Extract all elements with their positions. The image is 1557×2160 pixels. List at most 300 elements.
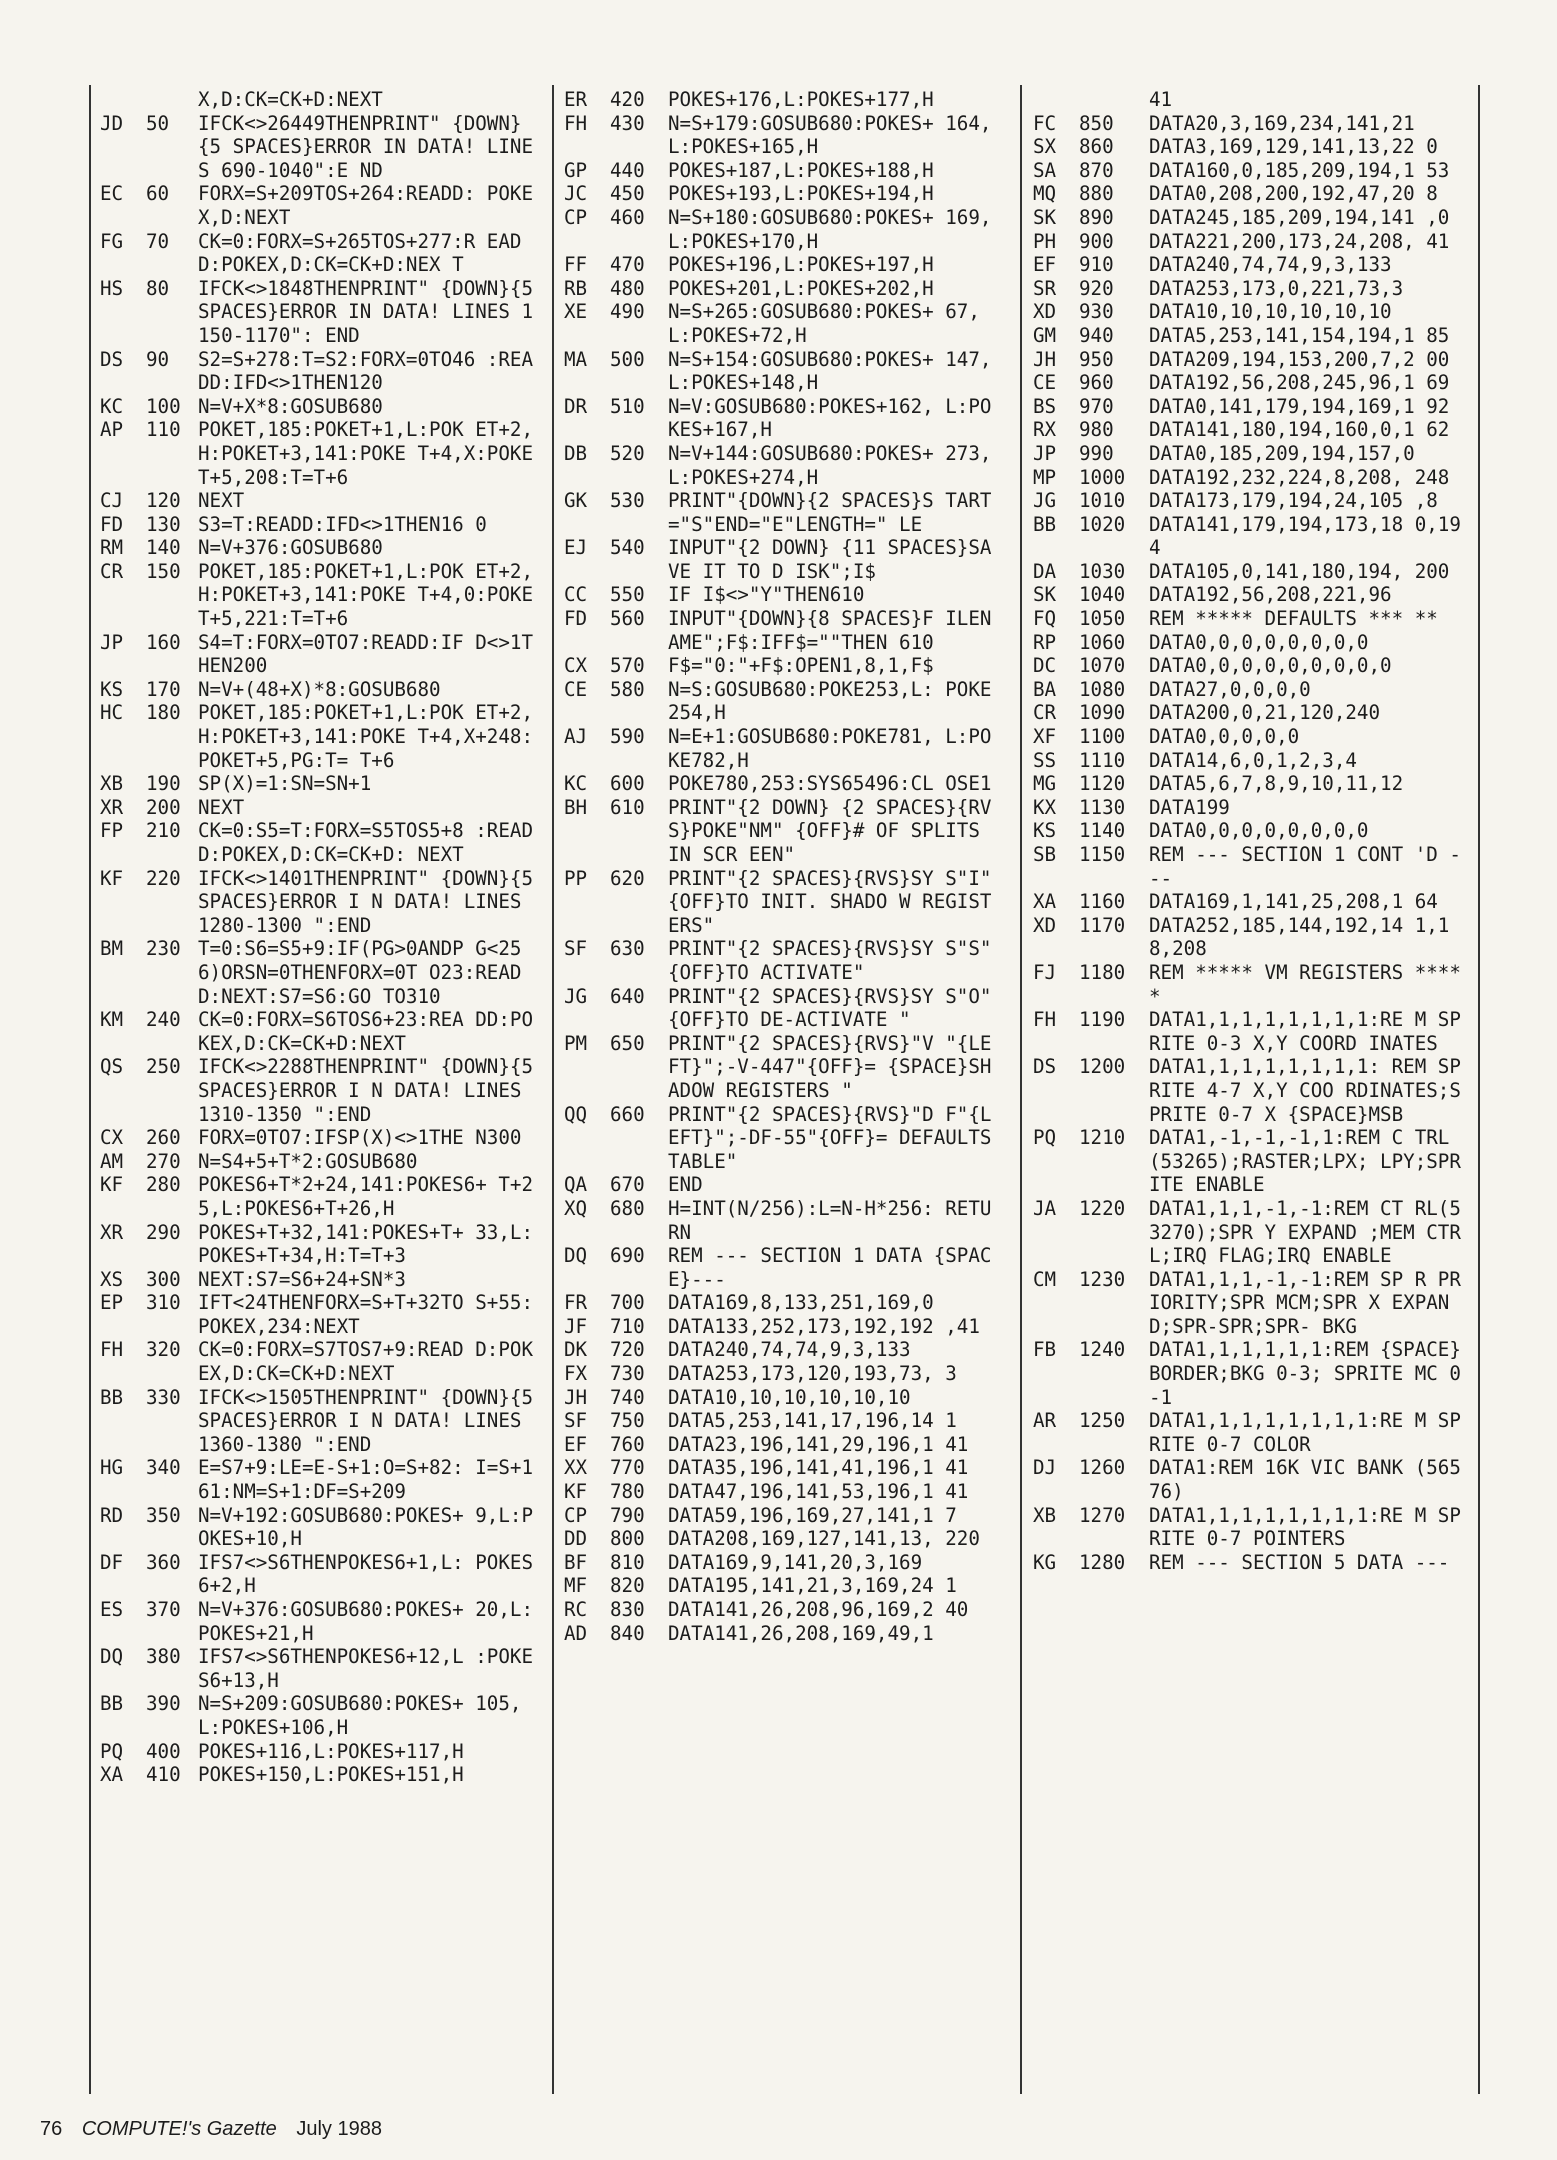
- basic-code: N=V+376:GOSUB680: [198, 536, 383, 560]
- basic-code: DATA141,179,194,173,18 0,194: [1149, 512, 1461, 560]
- checksum-tag: HC: [100, 701, 124, 725]
- basic-code: DATA1,1,1,-1,-1:REM SP R PRIORITY;SPR MCM;SPR X EXPAND;SPR-SPR;SPR- BKG: [1149, 1267, 1461, 1338]
- listing-line: [564, 1386, 1002, 1410]
- basic-code: DATA1,1,1,-1,-1:REM CT RL(53270);SPR Y EXPAND ;MEM CTRL;IRQ FLAG;IRQ ENABLE: [1149, 1196, 1461, 1268]
- checksum-tag: JP: [1033, 441, 1057, 465]
- line-number: 860: [1079, 135, 1114, 159]
- checksum-tag: KF: [564, 1480, 588, 1504]
- basic-code: DATA0,0,0,0,0: [1149, 725, 1300, 749]
- checksum-tag: HG: [100, 1456, 124, 1480]
- line-number: 1030: [1079, 559, 1126, 583]
- listing-line: [100, 1740, 540, 1764]
- listing-line: [1033, 1197, 1473, 1268]
- basic-code: DATA1,-1,-1,-1,1:REM C TRL(53265);RASTER;LPX; LPY;SPRITE ENABLE: [1149, 1126, 1461, 1197]
- listing-line: [1033, 961, 1473, 1008]
- listing-line: [564, 1197, 1002, 1244]
- listing-line: [100, 489, 540, 513]
- checksum-tag: CM: [1033, 1267, 1057, 1291]
- line-number: 1020: [1079, 512, 1126, 536]
- checksum-tag: FD: [100, 512, 124, 536]
- listing-line: [564, 159, 1002, 183]
- column-rule: [1020, 85, 1022, 2094]
- checksum-tag: RP: [1033, 630, 1057, 654]
- listing-line: [564, 796, 1002, 867]
- checksum-tag: CJ: [100, 489, 124, 513]
- line-number: 880: [1079, 182, 1114, 206]
- basic-code: DATA141,26,208,96,169,2 40: [668, 1598, 969, 1621]
- checksum-tag: KC: [564, 772, 588, 796]
- line-number: 560: [610, 607, 645, 631]
- line-number: 750: [610, 1409, 645, 1433]
- line-number: 1210: [1079, 1126, 1126, 1150]
- listing-line: [564, 1338, 1002, 1362]
- listing-line: [1033, 418, 1473, 442]
- checksum-tag: QQ: [564, 1102, 588, 1126]
- basic-code: DATA208,169,127,141,13, 220: [668, 1527, 980, 1551]
- line-number: 1280: [1079, 1550, 1126, 1574]
- checksum-tag: ER: [564, 88, 588, 111]
- basic-code: POKE780,253:SYS65496:CL OSE1: [668, 772, 992, 796]
- line-number: 590: [610, 725, 645, 749]
- basic-code: POKET,185:POKET+1,L:POK ET+2,H:POKET+3,141:POKE T+4,0:POKET+5,221:T=T+6: [198, 559, 534, 631]
- basic-code: N=S+154:GOSUB680:POKES+ 147,L:POKES+148,H: [668, 347, 992, 395]
- basic-code: DATA169,8,133,251,169,0: [668, 1291, 934, 1315]
- listing-line: [100, 796, 540, 820]
- line-number: 570: [610, 654, 645, 678]
- line-number: 350: [146, 1503, 181, 1527]
- listing-line: [1033, 1268, 1473, 1339]
- line-number: 1180: [1079, 960, 1126, 984]
- basic-code: DATA5,253,141,17,196,14 1: [668, 1409, 957, 1433]
- checksum-tag: SK: [1033, 583, 1057, 607]
- listing-line: [100, 937, 540, 1008]
- line-number: 760: [610, 1432, 645, 1456]
- basic-code: POKES+201,L:POKES+202,H: [668, 276, 934, 300]
- checksum-tag: AR: [1033, 1409, 1057, 1433]
- line-number: 1230: [1079, 1267, 1126, 1291]
- checksum-tag: KF: [100, 866, 124, 890]
- basic-code: DATA27,0,0,0,0: [1149, 677, 1311, 701]
- line-number: 660: [610, 1102, 645, 1126]
- listing-line: [100, 1126, 540, 1150]
- checksum-tag: XX: [564, 1456, 588, 1480]
- basic-code: REM --- SECTION 1 DATA {SPACE}---: [668, 1244, 992, 1291]
- checksum-tag: HS: [100, 276, 124, 300]
- checksum-tag: SF: [564, 937, 588, 961]
- checksum-tag: SA: [1033, 158, 1057, 182]
- page-number: 76: [40, 2118, 63, 2140]
- basic-code: N=S+209:GOSUB680:POKES+ 105,L:POKES+106,H: [198, 1692, 522, 1739]
- checksum-tag: BB: [100, 1692, 124, 1716]
- line-number: 740: [610, 1385, 645, 1409]
- line-number: 1080: [1079, 677, 1126, 701]
- basic-code: DATA23,196,141,29,196,1 41: [668, 1432, 969, 1456]
- checksum-tag: XD: [1033, 300, 1057, 324]
- basic-code: IFT<24THENFORX=S+T+32TO S+55:POKEX,234:NEXT: [198, 1291, 534, 1338]
- listing-line: [1033, 253, 1473, 277]
- listing-line: [564, 1551, 1002, 1575]
- listing-line: [1033, 206, 1473, 230]
- checksum-tag: JG: [564, 984, 588, 1008]
- line-number: 600: [610, 772, 645, 796]
- line-number: 190: [146, 772, 181, 796]
- line-number: 1010: [1079, 489, 1126, 513]
- checksum-tag: PQ: [1033, 1126, 1057, 1150]
- line-number: 310: [146, 1291, 181, 1315]
- line-number: 890: [1079, 205, 1114, 229]
- listing-line: [1033, 560, 1473, 584]
- line-number: 490: [610, 300, 645, 324]
- basic-code: NEXT:S7=S6+24+SN*3: [198, 1267, 406, 1291]
- checksum-tag: SS: [1033, 748, 1057, 772]
- basic-code: FORX=0TO7:IFSP(X)<>1THE N300: [198, 1126, 522, 1150]
- line-number: 480: [610, 276, 645, 300]
- line-number: 300: [146, 1267, 181, 1291]
- checksum-tag: SF: [564, 1409, 588, 1433]
- line-number: 580: [610, 677, 645, 701]
- basic-code: END: [668, 1173, 703, 1197]
- checksum-tag: JG: [1033, 489, 1057, 513]
- basic-code: DATA253,173,120,193,73, 3: [668, 1362, 957, 1386]
- checksum-tag: KM: [100, 1008, 124, 1032]
- line-number: 240: [146, 1008, 181, 1032]
- line-number: 1190: [1079, 1008, 1126, 1032]
- basic-code: REM ***** VM REGISTERS *****: [1149, 960, 1461, 1008]
- basic-code: T=0:S6=S5+9:IF(PG>0ANDP G<256)ORSN=0THENFORX=0T O23:READD:NEXT:S7=S6:GO TO310: [198, 937, 522, 1008]
- listing-column-1: [100, 88, 545, 2098]
- checksum-tag: XR: [100, 1220, 124, 1244]
- line-number: 720: [610, 1338, 645, 1362]
- listing-line: [564, 583, 1002, 607]
- basic-code: POKES+176,L:POKES+177,H: [668, 88, 934, 111]
- line-number: 1040: [1079, 583, 1126, 607]
- listing-line: [1033, 300, 1473, 324]
- basic-code: N=V:GOSUB680:POKES+162, L:POKES+167,H: [668, 394, 992, 442]
- line-number: 550: [610, 583, 645, 607]
- line-number: 610: [610, 795, 645, 819]
- line-number: 1090: [1079, 701, 1126, 725]
- listing-line: [564, 1598, 1002, 1622]
- magazine-title: COMPUTE!'s Gazette: [81, 2118, 277, 2140]
- listing-line: [564, 1409, 1002, 1433]
- basic-code: IFCK<>1848THENPRINT" {DOWN}{5 SPACES}ERROR IN DATA! LINES 1150-1170": END: [198, 276, 545, 347]
- basic-code: DATA253,173,0,221,73,3: [1149, 276, 1404, 300]
- listing-line: [100, 1692, 540, 1739]
- listing-line: [1033, 324, 1473, 348]
- line-number: 500: [610, 347, 645, 371]
- basic-code: 41: [1149, 88, 1173, 111]
- checksum-tag: FQ: [1033, 607, 1057, 631]
- listing-line: [100, 230, 540, 277]
- checksum-tag: XR: [100, 795, 124, 819]
- basic-code: IFCK<>1505THENPRINT" {DOWN}{5 SPACES}ERROR I N DATA! LINES 1360-1380 ":END: [198, 1385, 545, 1456]
- basic-code: DATA133,252,173,192,192 ,41: [668, 1314, 980, 1338]
- line-number: 330: [146, 1385, 181, 1409]
- checksum-tag: CX: [100, 1126, 124, 1150]
- basic-code: DATA47,196,141,53,196,1 41: [668, 1480, 969, 1504]
- checksum-tag: RD: [100, 1503, 124, 1527]
- line-number: 220: [146, 866, 181, 890]
- line-number: 1170: [1079, 913, 1126, 937]
- listing-line: [564, 725, 1002, 772]
- listing-line: [1033, 88, 1473, 112]
- listing-line: [100, 1173, 540, 1220]
- checksum-tag: PQ: [100, 1739, 124, 1763]
- issue-date: July 1988: [296, 2118, 382, 2140]
- line-number: 440: [610, 158, 645, 182]
- checksum-tag: MP: [1033, 465, 1057, 489]
- listing-line: [100, 1504, 540, 1551]
- listing-line: [564, 1103, 1002, 1174]
- listing-line: [564, 867, 1002, 938]
- line-number: 830: [610, 1598, 645, 1621]
- basic-code: S2=S+278:T=S2:FORX=0TO46 :READD:IFD<>1THEN120: [198, 347, 534, 395]
- line-number: 1260: [1079, 1456, 1126, 1480]
- checksum-tag: DS: [1033, 1055, 1057, 1079]
- listing-line: [100, 772, 540, 796]
- listing-column-3: [1033, 88, 1473, 2098]
- basic-code: E=S7+9:LE=E-S+1:O=S+82: I=S+161:NM=S+1:DF=S+209: [198, 1456, 534, 1504]
- checksum-tag: EP: [100, 1291, 124, 1315]
- line-number: 210: [146, 819, 181, 843]
- listing-line: [100, 1291, 540, 1338]
- listing-line: [1033, 890, 1473, 914]
- line-number: 1250: [1079, 1409, 1126, 1433]
- basic-code: DATA192,56,208,245,96,1 69: [1149, 371, 1450, 395]
- basic-code: DATA3,169,129,141,13,22 0: [1149, 135, 1438, 159]
- listing-line: [1033, 772, 1473, 796]
- listing-line: [1033, 914, 1473, 961]
- line-number: 810: [610, 1550, 645, 1574]
- listing-line: [564, 678, 1002, 725]
- listing-line: [564, 88, 1002, 112]
- checksum-tag: PP: [564, 866, 588, 890]
- listing-line: [1033, 819, 1473, 843]
- basic-code: N=V+144:GOSUB680:POKES+ 273,L:POKES+274,H: [668, 441, 992, 489]
- checksum-tag: FD: [564, 607, 588, 631]
- basic-code: DATA209,194,153,200,7,2 00: [1149, 347, 1450, 371]
- basic-code: IFS7<>S6THENPOKES6+12,L :POKES6+13,H: [198, 1645, 534, 1692]
- line-number: 1160: [1079, 890, 1126, 914]
- line-number: 980: [1079, 418, 1114, 442]
- line-number: 180: [146, 701, 181, 725]
- basic-code: PRINT"{DOWN}{2 SPACES}S TART="S"END="E"LENGTH=" LE: [668, 489, 992, 536]
- line-number: 430: [610, 111, 645, 135]
- listing-line: [100, 348, 540, 395]
- listing-line: [100, 819, 540, 866]
- checksum-tag: SR: [1033, 276, 1057, 300]
- line-number: 170: [146, 677, 181, 701]
- basic-code: N=V+192:GOSUB680:POKES+ 9,L:POKES+10,H: [198, 1503, 534, 1551]
- checksum-tag: BB: [100, 1385, 124, 1409]
- checksum-tag: CE: [1033, 371, 1057, 395]
- line-number: 140: [146, 536, 181, 560]
- checksum-tag: CP: [564, 1503, 588, 1527]
- listing-line: [1033, 796, 1473, 820]
- checksum-tag: DA: [1033, 559, 1057, 583]
- basic-code: POKES+193,L:POKES+194,H: [668, 182, 934, 206]
- line-number: 1220: [1079, 1196, 1126, 1220]
- listing-line: [564, 1173, 1002, 1197]
- checksum-tag: RB: [564, 276, 588, 300]
- checksum-tag: CP: [564, 205, 588, 229]
- line-number: 1240: [1079, 1338, 1126, 1362]
- line-number: 630: [610, 937, 645, 961]
- listing-line: [564, 1362, 1002, 1386]
- basic-code: POKES+150,L:POKES+151,H: [198, 1763, 464, 1787]
- line-number: 950: [1079, 347, 1114, 371]
- checksum-tag: RM: [100, 536, 124, 560]
- listing-line: [100, 88, 540, 112]
- line-number: 1050: [1079, 607, 1126, 631]
- listing-line: [1033, 489, 1473, 513]
- listing-line: [1033, 348, 1473, 372]
- checksum-tag: AD: [564, 1621, 588, 1645]
- line-number: 1100: [1079, 725, 1126, 749]
- listing-line: [564, 937, 1002, 984]
- line-number: 710: [610, 1314, 645, 1338]
- line-number: 260: [146, 1126, 181, 1150]
- line-number: 100: [146, 394, 181, 418]
- listing-line: [1033, 1456, 1473, 1503]
- listing-line: [564, 182, 1002, 206]
- checksum-tag: GM: [1033, 323, 1057, 347]
- basic-code: DATA0,208,200,192,47,20 8: [1149, 182, 1438, 206]
- checksum-tag: JH: [564, 1385, 588, 1409]
- line-number: 940: [1079, 323, 1114, 347]
- line-number: 200: [146, 795, 181, 819]
- line-number: 1270: [1079, 1503, 1126, 1527]
- line-number: 1120: [1079, 772, 1126, 796]
- checksum-tag: RC: [564, 1598, 588, 1621]
- line-number: 700: [610, 1291, 645, 1315]
- line-number: 900: [1079, 229, 1114, 253]
- line-number: 770: [610, 1456, 645, 1480]
- basic-code: DATA252,185,144,192,14 1,18,208: [1149, 913, 1450, 961]
- checksum-tag: BS: [1033, 394, 1057, 418]
- listing-line: [100, 513, 540, 537]
- basic-code: S4=T:FORX=0TO7:READD:IF D<>1THEN200: [198, 630, 534, 678]
- listing-line: [564, 985, 1002, 1032]
- basic-code: DATA105,0,141,180,194, 200: [1149, 559, 1450, 583]
- basic-code: N=V+X*8:GOSUB680: [198, 394, 383, 418]
- line-number: 970: [1079, 394, 1114, 418]
- basic-code: PRINT"{2 SPACES}{RVS}"V "{LEFT}";-V-447"{OFF}= {SPACE}SHADOW REGISTERS ": [668, 1031, 992, 1102]
- listing-line: [1033, 1551, 1473, 1575]
- checksum-tag: XF: [1033, 725, 1057, 749]
- checksum-tag: EJ: [564, 536, 588, 560]
- line-number: 920: [1079, 276, 1114, 300]
- listing-line: [1033, 1409, 1473, 1456]
- line-number: 80: [146, 276, 170, 300]
- checksum-tag: XA: [100, 1763, 124, 1787]
- listing-line: [100, 1055, 545, 1126]
- checksum-tag: FX: [564, 1362, 588, 1386]
- line-number: 290: [146, 1220, 181, 1244]
- line-number: 320: [146, 1338, 181, 1362]
- checksum-tag: DD: [564, 1527, 588, 1551]
- checksum-tag: PM: [564, 1031, 588, 1055]
- line-number: 280: [146, 1173, 181, 1197]
- listing-line: [100, 1385, 545, 1457]
- checksum-tag: AP: [100, 418, 124, 442]
- basic-code: INPUT"{2 DOWN} {11 SPACES}SAVE IT TO D ISK";I$: [668, 536, 992, 583]
- listing-line: [1033, 442, 1473, 466]
- listing-line: [564, 206, 1002, 253]
- line-number: 1200: [1079, 1055, 1126, 1079]
- basic-code: REM --- SECTION 1 CONT 'D ---: [1149, 843, 1461, 890]
- line-number: 510: [610, 394, 645, 418]
- line-number: 930: [1079, 300, 1114, 324]
- basic-code: N=V+(48+X)*8:GOSUB680: [198, 677, 441, 701]
- line-number: 960: [1079, 371, 1114, 395]
- basic-code: IF I$<>"Y"THEN610: [668, 583, 865, 607]
- listing-line: [100, 536, 540, 560]
- listing-line: [1033, 395, 1473, 419]
- basic-code: DATA245,185,209,194,141 ,0: [1149, 205, 1450, 229]
- listing-line: [100, 1598, 540, 1645]
- line-number: 1150: [1079, 843, 1126, 866]
- checksum-tag: KG: [1033, 1550, 1057, 1574]
- column-rule: [89, 85, 91, 2094]
- basic-code: N=S:GOSUB680:POKE253,L: POKE254,H: [668, 677, 992, 725]
- checksum-tag: JA: [1033, 1196, 1057, 1220]
- checksum-tag: JH: [1033, 347, 1057, 371]
- basic-code: S3=T:READD:IFD<>1THEN16 0: [198, 512, 487, 536]
- basic-code: DATA160,0,185,209,194,1 53: [1149, 158, 1450, 182]
- basic-code: DATA5,6,7,8,9,10,11,12: [1149, 772, 1404, 796]
- basic-code: POKES6+T*2+24,141:POKES6+ T+25,L:POKES6+T+26,H: [198, 1173, 534, 1220]
- basic-code: CK=0:FORX=S6TOS6+23:REA DD:POKEX,D:CK=CK+D:NEXT: [198, 1008, 534, 1055]
- listing-line: [564, 1291, 1002, 1315]
- listing-line: [1033, 135, 1473, 159]
- checksum-tag: DJ: [1033, 1456, 1057, 1480]
- listing-line: [1033, 466, 1473, 490]
- checksum-tag: BF: [564, 1550, 588, 1574]
- listing-line: [100, 1763, 540, 1787]
- listing-line: [564, 300, 1002, 347]
- basic-code: PRINT"{2 SPACES}{RVS}"D F"{LEFT}";-DF-55"{OFF}= DEFAULTS TABLE": [668, 1102, 1004, 1173]
- basic-code: DATA173,179,194,24,105 ,8: [1149, 489, 1438, 513]
- basic-code: N=S+179:GOSUB680:POKES+ 164,L:POKES+165,H: [668, 111, 992, 159]
- checksum-tag: FH: [100, 1338, 124, 1362]
- basic-code: DATA195,141,21,3,169,24 1: [668, 1574, 957, 1598]
- basic-code: DATA192,232,224,8,208, 248: [1149, 465, 1450, 489]
- basic-code: DATA240,74,74,9,3,133: [668, 1338, 911, 1362]
- listing-line: [100, 866, 545, 938]
- line-number: 870: [1079, 158, 1114, 182]
- basic-code: FORX=S+209TOS+264:READD: POKEX,D:NEXT: [198, 182, 534, 229]
- line-number: 800: [610, 1527, 645, 1551]
- listing-line: [1033, 112, 1473, 136]
- listing-line: [100, 1456, 540, 1503]
- listing-line: [564, 253, 1002, 277]
- line-number: 640: [610, 984, 645, 1008]
- checksum-tag: BA: [1033, 677, 1057, 701]
- checksum-tag: FJ: [1033, 960, 1057, 984]
- checksum-tag: KS: [100, 677, 124, 701]
- basic-code: DATA10,10,10,10,10,10: [1149, 300, 1392, 324]
- checksum-tag: FB: [1033, 1338, 1057, 1362]
- checksum-tag: FF: [564, 253, 588, 277]
- basic-code: IFCK<>2288THENPRINT" {DOWN}{5 SPACES}ERROR I N DATA! LINES 1310-1350 ":END: [198, 1055, 545, 1126]
- listing-line: [564, 348, 1002, 395]
- line-number: 410: [146, 1763, 181, 1787]
- basic-code: IFCK<>1401THENPRINT" {DOWN}{5 SPACES}ERROR I N DATA! LINES 1280-1300 ":END: [198, 866, 545, 937]
- line-number: 620: [610, 866, 645, 890]
- basic-code: PRINT"{2 DOWN} {2 SPACES}{RVS}POKE"NM" {OFF}# OF SPLITS IN SCR EEN": [668, 795, 992, 866]
- basic-code: IFS7<>S6THENPOKES6+1,L: POKES6+2,H: [198, 1550, 534, 1598]
